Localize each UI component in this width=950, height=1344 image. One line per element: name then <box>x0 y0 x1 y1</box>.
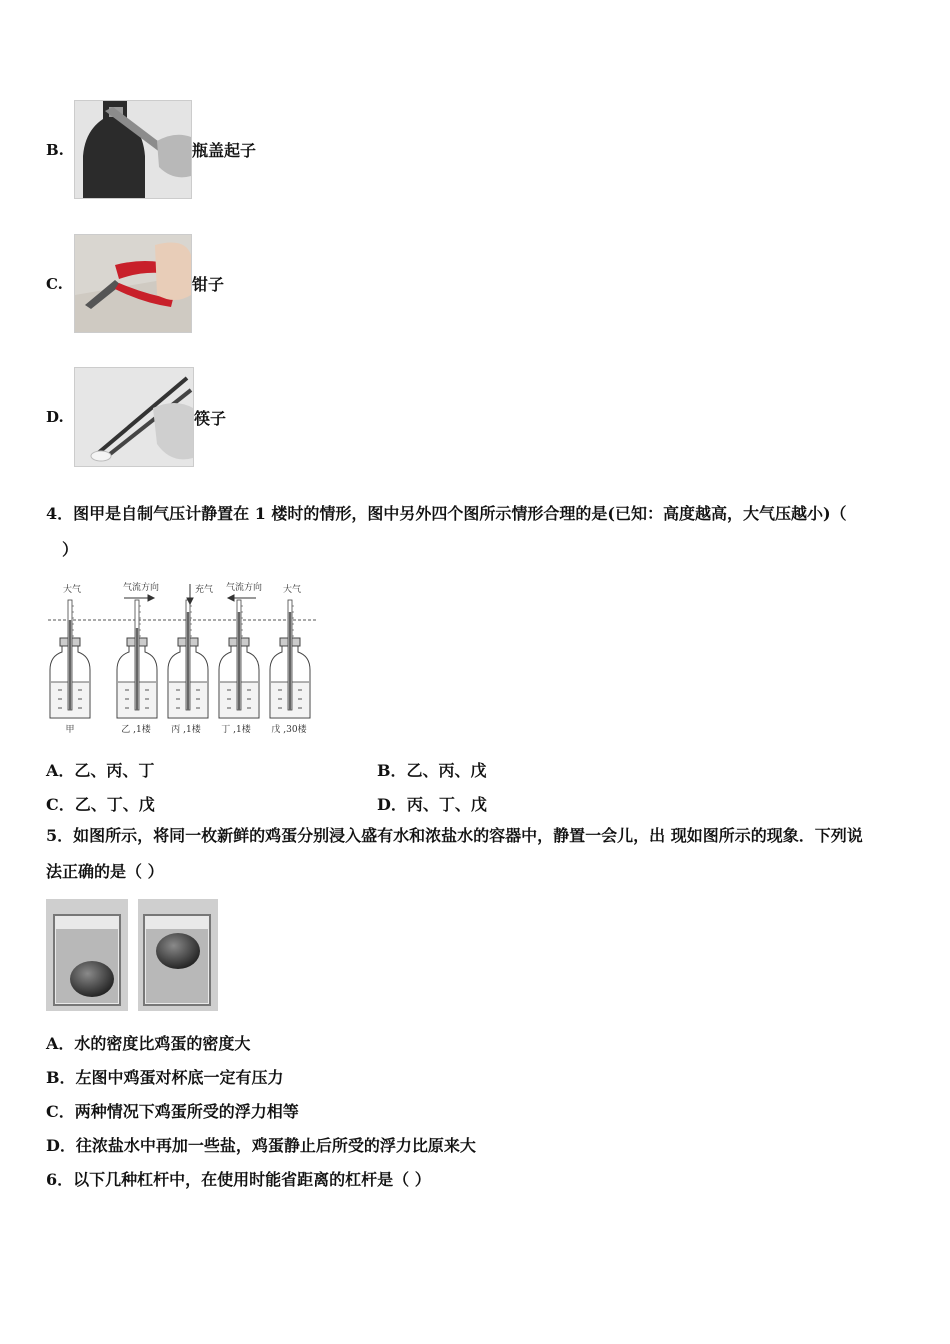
bottle-wu <box>270 600 310 718</box>
choice-letter: D． <box>377 795 407 814</box>
option-letter: B. <box>46 140 64 159</box>
choice-letter: B． <box>377 761 407 780</box>
top-label-jia: 大气 <box>62 585 82 595</box>
option-label: 钳子 <box>192 275 225 294</box>
choice-text: 丙、丁、戊 <box>406 795 487 814</box>
choice-letter: A． <box>46 761 75 780</box>
left-beaker <box>46 899 128 1011</box>
egg-figure <box>46 899 218 1011</box>
choice-text: 乙、丙、戊 <box>406 761 487 780</box>
choice-text: 往浓盐水中再加一些盐，鸡蛋静止后所受的浮力比原来大 <box>75 1136 476 1155</box>
choice-text: 两种情况下鸡蛋所受的浮力相等 <box>74 1102 299 1121</box>
question-4-line2: ） <box>62 540 79 559</box>
question-5-stem <box>46 818 916 890</box>
sunken-egg <box>70 961 114 997</box>
option-label: 筷子 <box>194 408 227 428</box>
right-beaker <box>138 899 218 1011</box>
bottle-jia <box>50 600 90 718</box>
top-label-ding: 气流方向 <box>225 583 263 593</box>
q5-choice-a[interactable] <box>46 1031 250 1054</box>
top-label-yi: 气流方向 <box>122 583 160 593</box>
option-label: 瓶盖起子 <box>192 141 257 160</box>
bottom-label-wu: 戊 ,30楼 <box>271 725 307 735</box>
barometer-figure <box>44 578 320 740</box>
bottle-yi <box>117 600 157 718</box>
bottle-bing <box>168 600 208 718</box>
choice-letter: A． <box>46 1034 75 1053</box>
bottom-label-yi: 乙 ,1楼 <box>121 725 151 735</box>
chopsticks-photo <box>74 367 194 467</box>
q5-choice-b[interactable] <box>46 1065 284 1088</box>
choice-text: 左图中鸡蛋对杯底一定有压力 <box>75 1068 284 1087</box>
bottom-label-jia: 甲 <box>65 725 75 735</box>
choice-text: 水的密度比鸡蛋的密度大 <box>74 1034 251 1053</box>
option-d-row <box>46 367 226 467</box>
option-c-row <box>46 234 224 333</box>
q4-choice-c[interactable] <box>46 792 155 815</box>
top-label-wu: 大气 <box>282 585 302 595</box>
bottle-ding <box>219 600 259 718</box>
choice-text: 乙、丙、丁 <box>74 761 155 780</box>
bottom-label-bing: 丙 ,1楼 <box>171 725 201 735</box>
option-letter: D. <box>46 408 64 426</box>
bottle-opener-photo <box>74 100 192 199</box>
choice-letter: C． <box>46 795 75 814</box>
bottom-label-ding: 丁 ,1楼 <box>221 725 251 735</box>
question-5-line2: 法正确的是（ ） <box>46 862 164 881</box>
top-label-bing: 充气 <box>194 585 214 595</box>
q4-choice-b[interactable] <box>377 758 487 781</box>
floating-egg <box>156 933 200 969</box>
choice-letter: B． <box>46 1068 76 1087</box>
question-4-stem <box>46 496 916 568</box>
option-b-row <box>46 100 256 199</box>
choice-text: 乙、丁、戊 <box>74 795 155 814</box>
q4-choice-d[interactable] <box>377 792 487 815</box>
q5-choice-c[interactable] <box>46 1099 299 1122</box>
pliers-photo <box>74 234 192 333</box>
option-letter: C. <box>46 274 63 293</box>
q5-choice-d[interactable] <box>46 1133 476 1156</box>
q4-choice-a[interactable] <box>46 758 154 781</box>
question-5-line1: 5．如图所示，将同一枚新鲜的鸡蛋分别浸入盛有水和浓盐水的容器中，静置一会儿，出 现如图所示的现象．下列说 <box>46 826 863 845</box>
question-6-stem: 6．以下几种杠杆中，在使用时能省距离的杠杆是（ ） <box>46 1170 431 1189</box>
choice-letter: C． <box>46 1102 75 1121</box>
question-4-line1: 4．图甲是自制气压计静置在 1 楼时的情形，图中另外四个图所示情形合理的是(已知：高度越高，大气压越小)（ <box>46 504 847 523</box>
choice-letter: D． <box>46 1136 76 1155</box>
